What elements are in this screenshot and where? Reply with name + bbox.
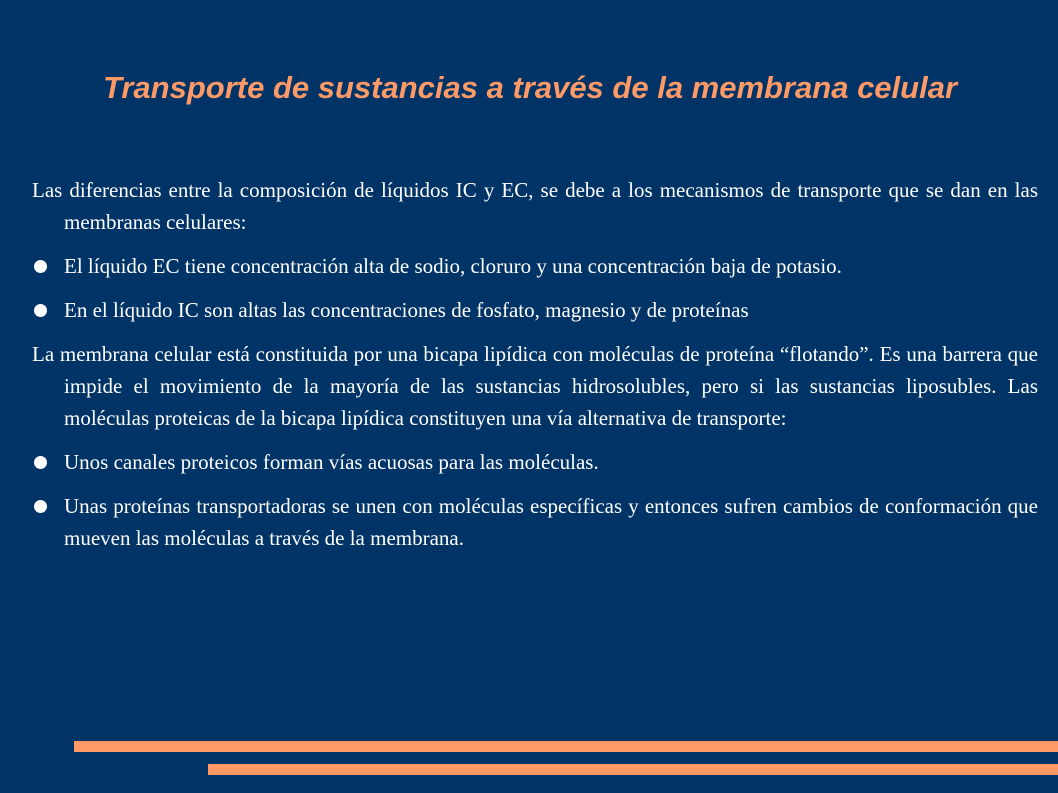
- membrane-paragraph: La membrana celular está constituida por una bicapa lipídica con moléculas de proteína “flotando”. Es una barrera que impide el movimiento de la mayoría de las sustancias hidrosolubles, pero si las sustancias liposubles. Las moléculas proteicas de la bicapa lipídica constituyen una vía alternativa de transporte:: [32, 342, 1038, 430]
- bullet-icon: [34, 456, 47, 469]
- list-item-text: El líquido EC tiene concentración alta de sodio, cloruro y una concentración baja de potasio.: [64, 254, 842, 278]
- list-item: [32, 250, 1038, 282]
- list-item-text: Unas proteínas transportadoras se unen con moléculas específicas y entonces sufren cambios de conformación que mueven las moléculas a través de la membrana.: [64, 494, 1038, 550]
- decorative-bar-bottom: [208, 764, 1058, 775]
- slide-body: [32, 174, 1038, 566]
- list-item-text: Unos canales proteicos forman vías acuosas para las moléculas.: [64, 450, 599, 474]
- intro-paragraph: Las diferencias entre la composición de líquidos IC y EC, se debe a los mecanismos de transporte que se dan en las membranas celulares:: [32, 178, 1038, 234]
- list-item: [32, 446, 1038, 478]
- bullet-icon: [34, 500, 47, 513]
- slide-title: Transporte de sustancias a través de la membrana celular: [102, 70, 958, 105]
- list-item-text: En el líquido IC son altas las concentraciones de fosfato, magnesio y de proteínas: [64, 298, 749, 322]
- list-item: [32, 490, 1038, 554]
- decorative-bar-top: [74, 741, 1058, 752]
- bullet-icon: [34, 304, 47, 317]
- bullet-icon: [34, 260, 47, 273]
- list-item: [32, 294, 1038, 326]
